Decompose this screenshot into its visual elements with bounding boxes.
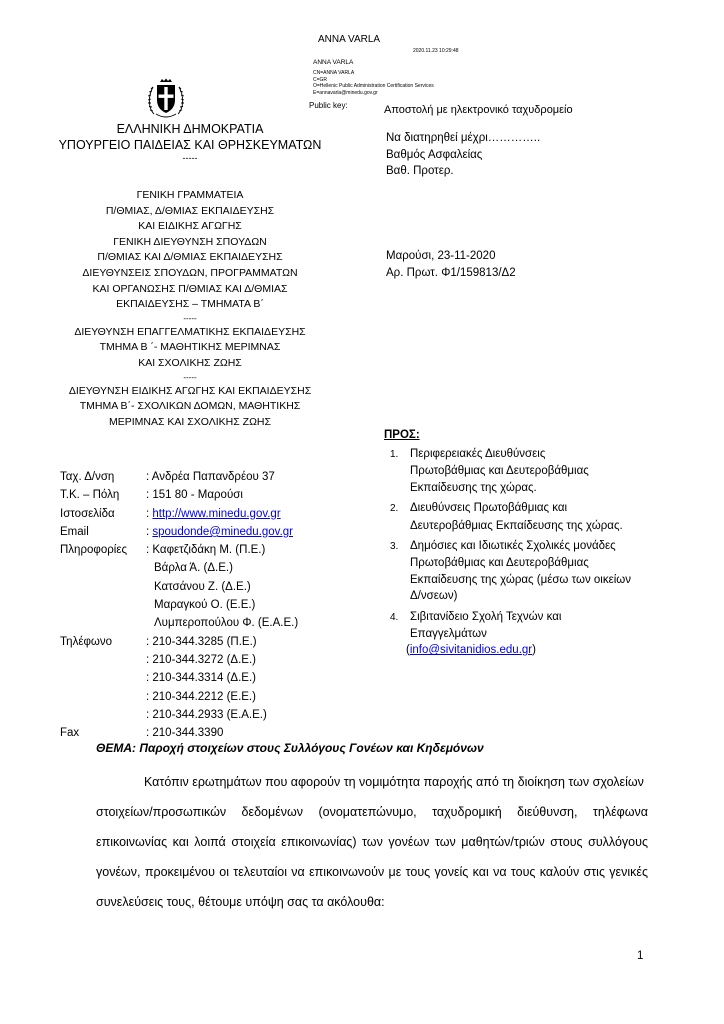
recipients-heading: ΠΡΟΣ: [384, 429, 420, 441]
info-person: Κατσάνου Ζ. (Δ.Ε.) [154, 580, 251, 593]
phone-value: : 210-344.2212 (Ε.Ε.) [146, 690, 256, 703]
fax-value: : 210-344.3390 [146, 727, 224, 740]
body-line: συνελεύσεις τους, θέτουμε υπόψη σας τα ακόλουθα: [96, 895, 385, 909]
email-row [146, 523, 298, 541]
signature-timestamp: 2020.11.23 10:29:48 [413, 48, 459, 54]
document-date: Μαρούσι, 23-11-2020 [386, 250, 496, 262]
address-value: : Ανδρέα Παπανδρέου 37 [146, 471, 275, 483]
paren-close: ) [532, 644, 536, 657]
website-prefix: : [146, 507, 153, 520]
body-line: Κατόπιν ερωτημάτων που αφορούν τη νομιμότητα παροχής από τη διοίκηση των σχολείων [144, 775, 644, 789]
phone-value: : 210-344.3314 (Δ.Ε.) [146, 672, 256, 685]
address-label: Ταχ. Δ/νση [60, 471, 115, 483]
recipient-line: Πρωτοβάθμιας και Δευτεροβάθμιας [410, 557, 589, 570]
recipient-line: Δευτεροβάθμιας Εκπαίδευσης της χώρας. [410, 519, 623, 532]
info-label: Πληροφορίες [60, 544, 128, 557]
department-line: ΜΕΡΙΜΝΑΣ ΚΑΙ ΣΧΟΛΙΚΗΣ ΖΩΗΣ [109, 415, 271, 428]
department-separator: ----- [183, 313, 197, 323]
department-line: ΚΑΙ ΕΙΔΙΚΗΣ ΑΓΩΓΗΣ [138, 220, 242, 233]
recipient-number: 3. [390, 541, 399, 553]
info-person: Μαραγκού Ο. (Ε.Ε.) [154, 599, 256, 612]
website-label: Ιστοσελίδα [60, 507, 115, 520]
public-key-label: Public key: [309, 101, 348, 110]
department-line: ΔΙΕΥΘΥΝΣΗ ΕΙΔΙΚΗΣ ΑΓΩΓΗΣ ΚΑΙ ΕΚΠΑΙΔΕΥΣΗΣ [68, 384, 312, 397]
recipient-line: Δ/νσεων) [410, 590, 458, 603]
signature-detail-line: E=annavarla@minedu.gov.gr [313, 89, 378, 96]
signature-details [313, 70, 434, 96]
department-line: ΕΚΠΑΙΔΕΥΣΗΣ – ΤΜΗΜΑΤΑ Β΄ [116, 298, 264, 311]
info-person: : Καφετζιδάκη Μ. (Π.Ε.) [146, 544, 266, 557]
body-line: γονέων, προκειμένου οι τελευταίοι να επικοινωνούν με τους γονείς και να τους καλούν στις γενικές [96, 865, 648, 879]
info-person: Βάρλα Ά. (Δ.Ε.) [154, 562, 233, 575]
sivitanidios-email-link[interactable]: info@sivitanidios.edu.gr [409, 644, 533, 657]
department-line: ΓΕΝΙΚΗ ΔΙΕΥΘΥΝΣΗ ΣΠΟΥΔΩΝ [113, 235, 267, 248]
ministry-name: ΥΠΟΥΡΓΕΙΟ ΠΑΙΔΕΙΑΣ ΚΑΙ ΘΡΗΣΚΕΥΜΑΤΩΝ [58, 138, 322, 152]
signature-name: ANNA VARLA [318, 34, 381, 45]
body-text [96, 767, 648, 917]
signature-detail-line: C=GR [313, 76, 328, 83]
recipient-number: 1. [390, 449, 399, 460]
phone-value: : 210-344.3285 (Π.Ε.) [146, 635, 257, 648]
department-line: ΤΜΗΜΑ Β΄- ΣΧΟΛΙΚΩΝ ΔΟΜΩΝ, ΜΑΘΗΤΙΚΗΣ [79, 400, 301, 413]
department-line: ΔΙΕΥΘΥΝΣΕΙΣ ΣΠΟΥΔΩΝ, ΠΡΟΓΡΑΜΜΑΤΩΝ [82, 266, 298, 279]
info-person: Λυμπεροπούλου Φ. (Ε.Α.Ε.) [154, 617, 299, 630]
email-label: Email [60, 525, 89, 538]
protocol-number: Αρ. Πρωτ. Φ1/159813/Δ2 [386, 266, 516, 279]
department-separator: ----- [183, 372, 197, 382]
priority-level: Βαθ. Προτερ. [386, 165, 454, 177]
recipient-line: Πρωτοβάθμιας και Δευτεροβάθμιας [410, 465, 589, 478]
department-line: ΚΑΙ ΣΧΟΛΙΚΗΣ ΖΩΗΣ [138, 356, 242, 369]
phone-value: : 210-344.2933 (Ε.Α.Ε.) [146, 708, 267, 721]
recipient-item [390, 446, 631, 496]
page-number: 1 [637, 950, 644, 962]
recipient-item [390, 609, 631, 659]
phone-value: : 210-344.3272 (Δ.Ε.) [146, 653, 256, 666]
signature-name-small: ANNA VARLA [313, 59, 354, 66]
recipient-line: Εκπαίδευσης της χώρας. [410, 481, 537, 494]
department-block [45, 188, 335, 430]
recipient-line: Διευθύνσεις Πρωτοβάθμιας και [410, 502, 568, 515]
fax-label: Fax [60, 727, 80, 740]
security-level: Βαθμός Ασφαλείας [386, 148, 483, 161]
paren-open: ( [406, 644, 410, 657]
signature-detail-line: CN=ANNA VARLA [313, 70, 355, 76]
recipient-item [390, 538, 631, 605]
recipient-number: 4. [390, 611, 399, 623]
postal-label: Τ.Κ. – Πόλη [60, 489, 120, 502]
website-row [146, 505, 298, 523]
email-link[interactable]: spoudonde@minedu.gov.gr [152, 525, 294, 538]
body-line: επικοινωνίας και λοιπά στοιχεία επικοινωνίας) των γονέων των μαθητών/τριών στους συλλόγους [96, 835, 648, 849]
department-line: Π/ΘΜΙΑΣ, Δ/ΘΜΙΑΣ ΕΚΠΑΙΔΕΥΣΗΣ [105, 204, 275, 217]
country-name: ΕΛΛΗΝΙΚΗ ΔΗΜΟΚΡΑΤΙΑ [116, 122, 264, 136]
department-line: ΓΕΝΙΚΗ ΓΡΑΜΜΑΤΕΙΑ [136, 189, 244, 201]
recipient-line: Σιβιτανίδειο Σχολή Τεχνών και [410, 610, 562, 623]
recipient-line: Εκπαίδευσης της χώρας (μέσω των οικείων [410, 573, 632, 586]
recipient-link-row [390, 642, 631, 658]
recipient-item [390, 500, 631, 534]
subject-line: ΘΕΜΑ: Παροχή στοιχείων στους Συλλόγους Γονέων και Κηδεμόνων [96, 741, 484, 755]
department-line: ΔΙΕΥΘΥΝΣΗ ΕΠΑΓΓΕΛΜΑΤΙΚΗΣ ΕΚΠΑΙΔΕΥΣΗΣ [74, 325, 306, 338]
department-line: ΚΑΙ ΟΡΓΑΝΩΣΗΣ Π/ΘΜΙΑΣ ΚΑΙ Δ/ΘΜΙΑΣ [92, 282, 288, 295]
recipient-line: Επαγγελμάτων [410, 628, 487, 641]
contact-labels [60, 468, 127, 742]
contact-values [146, 468, 298, 742]
delivery-method: Αποστολή με ηλεκτρονικό ταχυδρομείο [384, 104, 573, 116]
recipients-list [390, 446, 631, 659]
recipient-line: Περιφερειακές Διευθύνσεις [410, 448, 546, 460]
phone-label: Τηλέφωνο [60, 635, 113, 648]
email-prefix: : [146, 525, 153, 538]
body-line: στοιχείων/προσωπικών δεδομένων (ονοματεπώνυμο, ταχυδρομική διεύθυνση, τηλέφωνα [96, 805, 648, 819]
recipient-number: 2. [390, 503, 399, 515]
postal-value: : 151 80 - Μαρούσι [146, 489, 243, 502]
department-line: ΤΜΗΜΑ Β ΄- ΜΑΘΗΤΙΚΗΣ ΜΕΡΙΜΝΑΣ [99, 341, 281, 354]
document-meta [386, 130, 540, 180]
header-separator: ----- [182, 153, 198, 163]
keep-until: Να διατηρηθεί μέχρι………….. [386, 132, 541, 144]
recipient-line: Δημόσιες και Ιδιωτικές Σχολικές μονάδες [410, 540, 616, 553]
department-line: Π/ΘΜΙΑΣ ΚΑΙ Δ/ΘΜΙΑΣ ΕΚΠΑΙΔΕΥΣΗΣ [97, 251, 283, 264]
website-link[interactable]: http://www.minedu.gov.gr [152, 507, 281, 520]
signature-detail-line: O=Hellenic Public Administration Certification Services [313, 83, 434, 90]
greek-coat-of-arms-icon [146, 78, 186, 120]
date-protocol [386, 248, 516, 281]
